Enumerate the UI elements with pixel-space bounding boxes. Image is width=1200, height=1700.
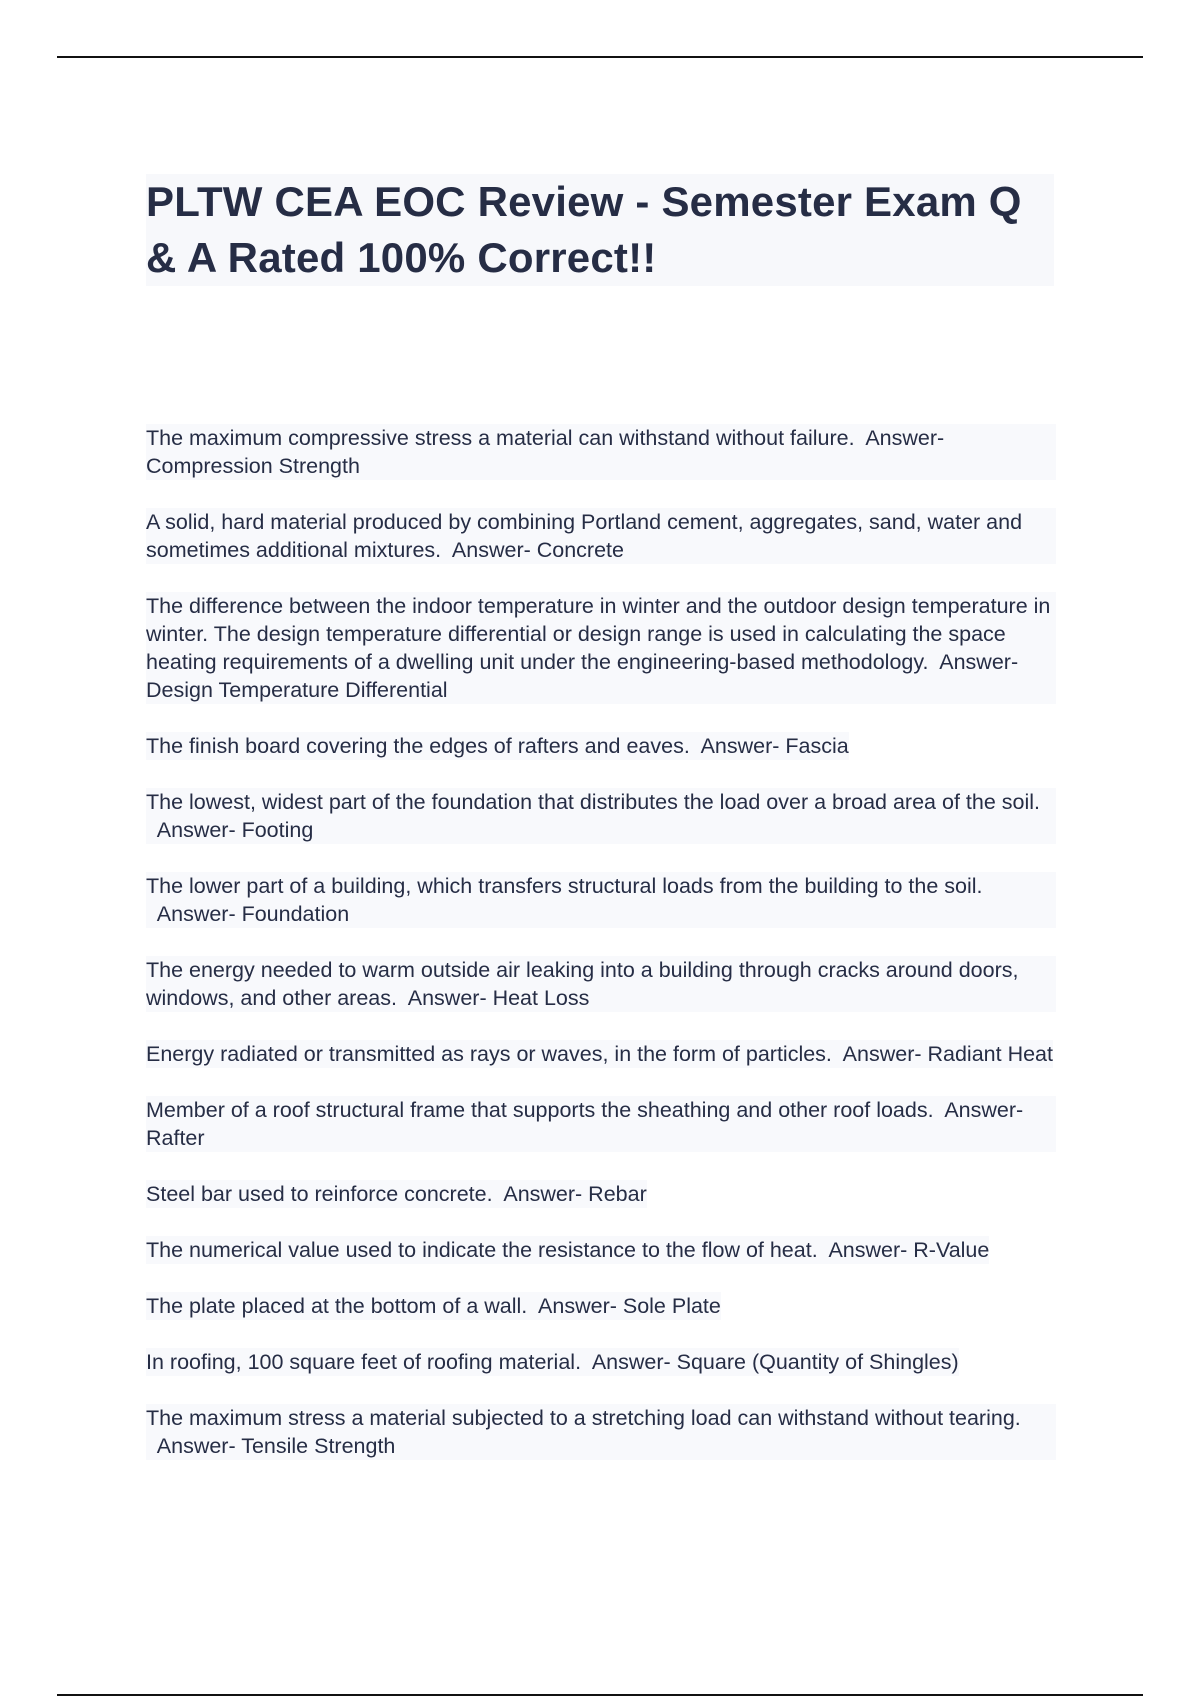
- answer-text: Answer- Radiant Heat: [842, 1042, 1053, 1066]
- question-text: The plate placed at the bottom of a wall.: [146, 1294, 528, 1318]
- question-text: The energy needed to warm outside air leaking into a building through cracks around doors, windows, and other areas.: [146, 958, 1019, 1010]
- question-text: The numerical value used to indicate the resistance to the flow of heat.: [146, 1238, 818, 1262]
- answer-text: Answer- Tensile Strength: [156, 1434, 396, 1458]
- list-item: [146, 424, 1056, 508]
- list-item: [146, 1096, 1056, 1180]
- list-item: [146, 592, 1056, 732]
- list-item: [146, 956, 1056, 1040]
- answer-text: Answer- Compression Strength: [146, 426, 945, 478]
- question-text: In roofing, 100 square feet of roofing material.: [146, 1350, 582, 1374]
- answer-text: Answer- Foundation: [156, 902, 350, 926]
- question-text: Member of a roof structural frame that supports the sheathing and other roof loads.: [146, 1098, 934, 1122]
- answer-text: Answer- Heat Loss: [407, 986, 590, 1010]
- list-item: [146, 732, 1056, 788]
- question-text: The maximum compressive stress a material can withstand without failure.: [146, 426, 855, 450]
- header-rule: [57, 56, 1143, 58]
- question-text: The lower part of a building, which transfers structural loads from the building to the soil.: [146, 874, 983, 898]
- document-title: PLTW CEA EOC Review - Semester Exam Q & A Rated 100% Correct!!: [146, 178, 1022, 281]
- footer-rule: [57, 1694, 1143, 1696]
- list-item: [146, 788, 1056, 872]
- list-item: [146, 1180, 1056, 1236]
- answer-text: Answer- Design Temperature Differential: [146, 650, 1019, 702]
- list-item: [146, 1404, 1056, 1488]
- list-item: [146, 1040, 1056, 1096]
- qa-list: [146, 424, 1056, 1488]
- answer-text: Answer- Rafter: [146, 1098, 1024, 1150]
- list-item: [146, 1236, 1056, 1292]
- question-text: Steel bar used to reinforce concrete.: [146, 1182, 493, 1206]
- question-text: The maximum stress a material subjected to a stretching load can withstand without tearing.: [146, 1406, 1021, 1430]
- answer-text: Answer- Square (Quantity of Shingles): [591, 1350, 959, 1374]
- list-item: [146, 1348, 1056, 1404]
- question-text: A solid, hard material produced by combining Portland cement, aggregates, sand, water and sometimes additional mixtures.: [146, 510, 1023, 562]
- question-text: The lowest, widest part of the foundation that distributes the load over a broad area of the soil.: [146, 790, 1040, 814]
- answer-text: Answer- Concrete: [451, 538, 624, 562]
- answer-text: Answer- R-Value: [828, 1238, 990, 1262]
- list-item: [146, 1292, 1056, 1348]
- answer-text: Answer- Fascia: [700, 734, 849, 758]
- list-item: [146, 508, 1056, 592]
- question-text: Energy radiated or transmitted as rays or waves, in the form of particles.: [146, 1042, 832, 1066]
- answer-text: Answer- Sole Plate: [538, 1294, 721, 1318]
- question-text: The finish board covering the edges of rafters and eaves.: [146, 734, 690, 758]
- list-item: [146, 872, 1056, 956]
- title-block: [146, 174, 1054, 286]
- answer-text: Answer- Rebar: [503, 1182, 647, 1206]
- question-text: The difference between the indoor temperature in winter and the outdoor design temperature in winter. The design temperature differential or design range is used in calculating the space heating requirements of a dwelling unit under the engineering-based methodology.: [146, 594, 1051, 674]
- answer-text: Answer- Footing: [156, 818, 314, 842]
